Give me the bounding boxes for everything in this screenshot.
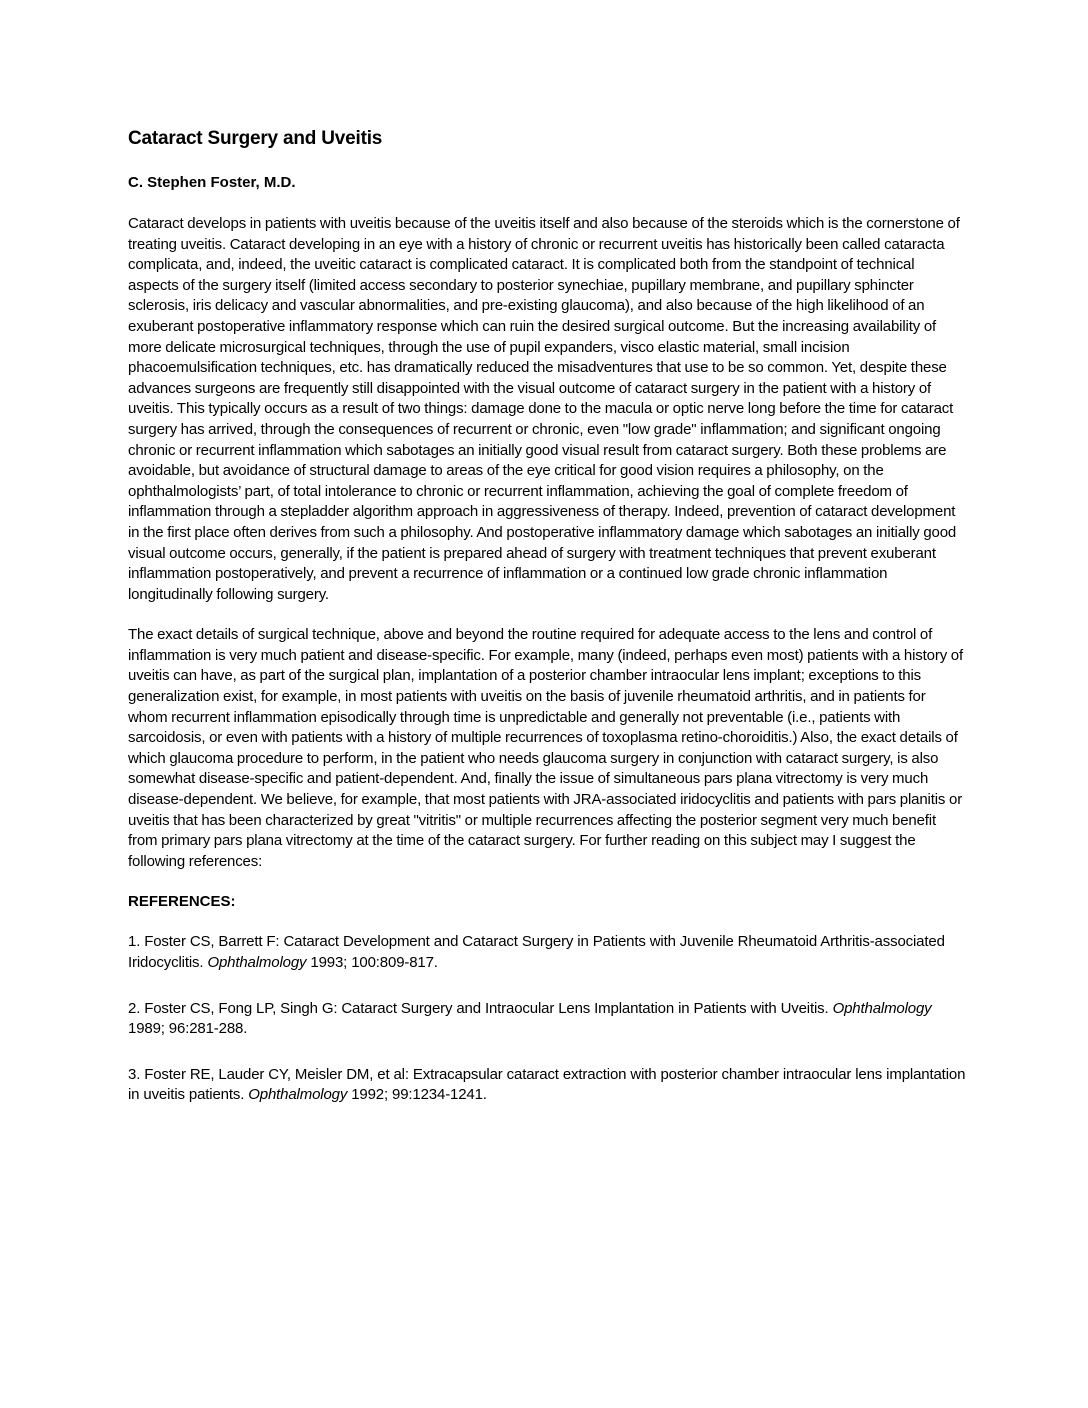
- reference-1-text: 1. Foster CS, Barrett F: Cataract Development and Cataract Surgery in Patients with Juvenile Rheumatoid Arthritis-associated Iridocyclitis.: [128, 933, 945, 971]
- body-paragraph-1: Cataract develops in patients with uveitis because of the uveitis itself and also because of the steroids which is the cornerstone of treating uveitis. Cataract developing in an eye with a history of chronic or recurrent uveitis has historically been called cataracta complicata, and, indeed, the uveitic cataract is complicated cataract. It is complicated both from the standpoint of technical aspects of the surgery itself (limited access secondary to posterior synechiae, pupillary membrane, and pupillary sphincter sclerosis, iris delicacy and vascular abnormalities, and pre-existing glaucoma), and also because of the high likelihood of an exuberant postoperative inflammatory response which can ruin the desired surgical outcome. But the increasing availability of more delicate microsurgical techniques, through the use of pupil expanders, visco elastic material, small incision phacoemulsification techniques, etc. has dramatically reduced the misadventures that use to be so common. Yet, despite these advances surgeons are frequently still disappointed with the visual outcome of cataract surgery in the patient with a history of uveitis. This typically occurs as a result of two things: damage done to the macula or optic nerve long before the time for cataract surgery has arrived, through the consequences of recurrent or chronic, even "low grade" inflammation; and significant ongoing chronic or recurrent inflammation which sabotages an initially good visual result from cataract surgery. Both these problems are avoidable, but avoidance of structural damage to areas of the eye critical for good vision requires a philosophy, on the ophthalmologists’ part, of total intolerance to chronic or recurrent inflammation, achieving the goal of complete freedom of inflammation through a stepladder algorithm approach in aggressiveness of therapy. Indeed, prevention of cataract development in the first place often derives from such a philosophy. And postoperative inflammatory damage which sabotages an initially good visual outcome occurs, generally, if the patient is prepared ahead of surgery with treatment techniques that prevent exuberant inflammation postoperatively, and prevent a recurrence of inflammation or a continued low grade chronic inflammation longitudinally following surgery.: [128, 215, 960, 603]
- body-paragraph-2: The exact details of surgical technique, above and beyond the routine required for adequate access to the lens and control of inflammation is very much patient and disease-specific. For example, many (indeed, perhaps even most) patients with a history of uveitis can have, as part of the surgical plan, implantation of a posterior chamber intraocular lens implant; exceptions to this generalization exist, for example, in most patients with uveitis on the basis of juvenile rheumatoid arthritis, and in patients for whom recurrent inflammation episodically through time is unpredictable and generally not preventable (i.e., patients with sarcoidosis, or even with patients with a history of multiple recurrences of toxoplasma retino-choroiditis.) Also, the exact details of which glaucoma procedure to perform, in the patient who needs glaucoma surgery in conjunction with cataract surgery, is also somewhat disease-specific and patient-dependent. And, finally the issue of simultaneous pars plana vitrectomy is very much disease-dependent. We believe, for example, that most patients with JRA-associated iridocyclitis and patients with pars planitis or uveitis that has been characterized by great "vitritis" or multiple recurrences affecting the posterior segment very much benefit from primary pars plana vitrectomy at the time of the cataract surgery. For further reading on this subject may I suggest the following references:: [128, 626, 963, 870]
- reference-item-2: [128, 999, 968, 1040]
- reference-3-journal: Ophthalmology: [248, 1086, 348, 1104]
- reference-1-journal: Ophthalmology: [207, 954, 307, 971]
- reference-item-3: [128, 1065, 968, 1106]
- reference-2-text: 2. Foster CS, Fong LP, Singh G: Cataract Surgery and Intraocular Lens Implantation in Patients with Uveitis.: [128, 999, 833, 1017]
- reference-3-text: 3. Foster RE, Lauder CY, Meisler DM, et al: Extracapsular cataract extraction with posterior chamber intraocular lens implantation in uveitis patients.: [128, 1065, 966, 1104]
- reference-item-1: [128, 932, 968, 973]
- references-heading: REFERENCES:: [128, 893, 236, 911]
- document-page: [128, 126, 968, 1106]
- reference-2-citation: 1989; 96:281-288.: [128, 1020, 248, 1038]
- reference-1-citation: 1993; 100:809-817.: [306, 954, 438, 971]
- reference-2-journal: Ophthalmology: [832, 999, 932, 1017]
- author-line: C. Stephen Foster, M.D.: [128, 174, 296, 191]
- document-title: Cataract Surgery and Uveitis: [128, 128, 383, 149]
- reference-3-citation: 1992; 99:1234-1241.: [347, 1086, 487, 1104]
